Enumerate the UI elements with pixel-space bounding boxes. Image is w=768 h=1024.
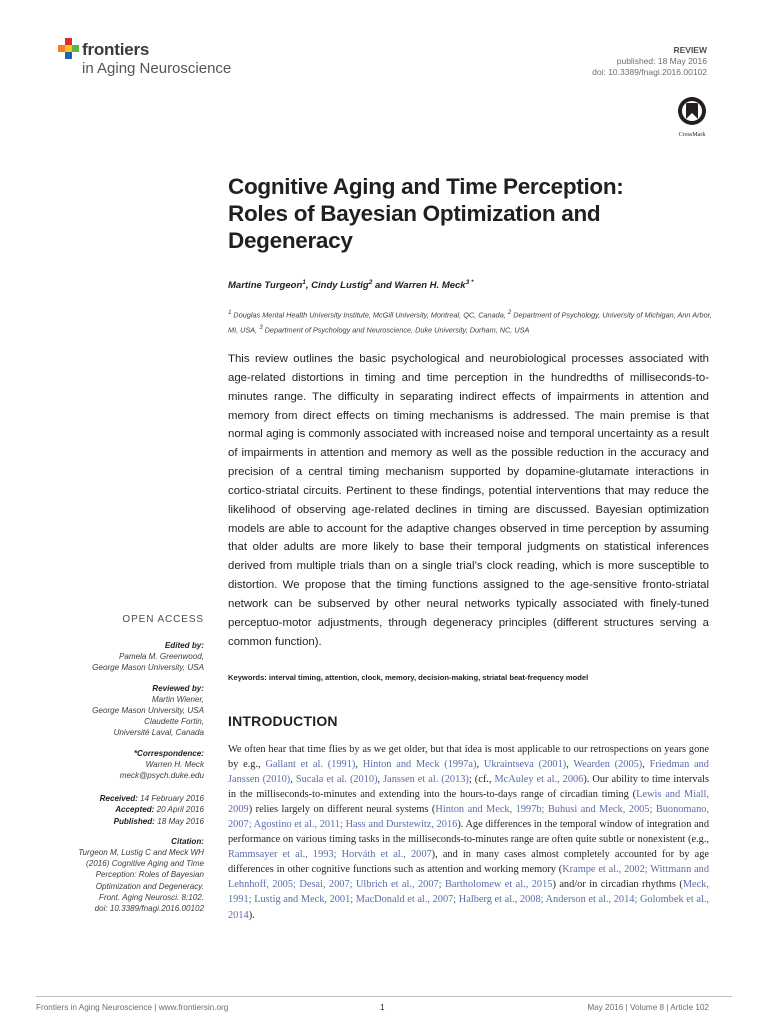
citation-link[interactable]: Ukraintseva (2001) (483, 759, 567, 771)
article-meta (592, 45, 707, 78)
citation-link[interactable]: Wearden (2005) (573, 759, 643, 771)
affiliation-mark: 2 (507, 309, 512, 316)
reviewer-line: Claudette Fortin, (144, 717, 204, 727)
body-text: ). (248, 909, 255, 921)
author-name[interactable]: Warren H. Meck (394, 280, 466, 292)
body-text: , (377, 774, 384, 786)
citation-line: Turgeon M, Lustig C and Meck WH (78, 848, 204, 858)
citation-link[interactable]: Lewis and Miall, 2009 (228, 789, 709, 816)
crossmark-badge[interactable] (675, 96, 709, 138)
author-affiliation-mark: 1 (302, 279, 306, 286)
correspondence-name: Warren H. Meck (145, 759, 204, 769)
body-text: , (290, 774, 296, 786)
citation-link[interactable]: Krampe et al., 2002; Wittmann and Lehnhoff, 2005; Desai, 2007; Ulbrich et al., 2007; Bartholomew et al., 2015 (228, 864, 709, 891)
author-affiliation-mark: 3 * (465, 279, 474, 286)
frontiers-logo-icon (58, 38, 80, 62)
page-number: 1 (380, 1003, 385, 1012)
journal-name: in Aging Neuroscience (82, 60, 232, 77)
editor-line: George Mason University, USA (92, 663, 204, 673)
citation-link[interactable]: McAuley et al., 2006 (494, 774, 584, 786)
citation-line: Front. Aging Neurosci. 8:102. (99, 892, 204, 902)
brand-name: frontiers (82, 40, 150, 59)
received-date (29, 793, 204, 804)
footer-journal[interactable]: Frontiers in Aging Neuroscience | www.frontiersin.org (36, 1003, 229, 1012)
accepted-label: Accepted: (115, 805, 155, 815)
citation-line: Optimization and Degeneracy. (95, 881, 204, 891)
body-text: , (476, 759, 484, 771)
crossmark-icon (677, 96, 707, 126)
correspondence-label: *Correspondence: (133, 748, 204, 758)
body-text: , (355, 759, 363, 771)
author-affiliation-mark: 2 (368, 279, 373, 286)
doi[interactable]: doi: 10.3389/fnagi.2016.00102 (592, 67, 707, 77)
citation-link[interactable]: Hinton and Meck (1997a) (362, 759, 477, 771)
body-text: ), and in many cases almost completely accounted for by age differences in other cognitive functions such as attention and working memory ( (228, 849, 710, 876)
author-name[interactable]: Cindy Lustig (311, 280, 369, 292)
citation-link[interactable]: Meck, 1991; Lustig and Meck, 2001; MacDonald et al., 2007; Halberg et al., 2008; Anderson et al., 2014; Golombek et al., 2014 (228, 879, 709, 921)
editor-line: Pamela M. Greenwood, (118, 652, 204, 662)
crossmark-label: CrossMark (678, 132, 706, 138)
citation-label: Citation: (171, 836, 204, 846)
accepted-value: 20 April 2016 (154, 805, 204, 815)
open-access-label: OPEN ACCESS (122, 614, 204, 625)
affiliations (228, 306, 713, 337)
section-heading-introduction: INTRODUCTION (228, 713, 338, 729)
body-text: ). Age differences in the temporal window of integration and performance on various timing tasks in the milliseconds-to-minutes range are often quite subtle or nonexistent (e.g., (228, 819, 710, 846)
citation-line: doi: 10.3389/fnagi.2016.00102 (94, 904, 204, 914)
published-date-side (29, 816, 204, 827)
article-info-sidebar (29, 640, 204, 914)
published-date: published: 18 May 2016 (616, 56, 707, 66)
affiliation-mark: 3 (259, 324, 263, 332)
introduction-body (228, 742, 709, 923)
footer-issue: May 2016 | Volume 8 | Article 102 (587, 1003, 709, 1012)
body-text: We often hear that time flies by as we get older, but that idea is most applicable to our retrospections on years gone by e.g., (228, 744, 709, 771)
body-text: , (566, 759, 574, 771)
footer-divider (36, 996, 732, 997)
author-list (228, 279, 474, 291)
affiliation-text: Department of Psychology, University of Michigan, Ann Arbor, MI, USA, (228, 310, 712, 335)
article-type: REVIEW (673, 45, 707, 55)
edited-by-label: Edited by: (164, 641, 204, 650)
citation-line: (2016) Cognitive Aging and Time (86, 859, 204, 869)
body-text: , (642, 759, 650, 771)
body-text: ) relies largely on different neural systems ( (248, 804, 436, 816)
citation-link[interactable]: Friedman and Janssen (2010) (228, 759, 709, 786)
citation-link[interactable]: Rammsayer et al., 1993; Horváth et al., 2007 (228, 849, 432, 861)
affiliation-mark: 1 (228, 309, 232, 316)
reviewer-line: Université Laval, Canada (113, 728, 204, 738)
body-text: ) and/or in circadian rhythms ( (552, 879, 683, 891)
author-separator: and (372, 280, 395, 292)
affiliation-text: Douglas Mental Health University Institute, McGill University, Montreal, QC, Canada, (231, 310, 508, 320)
citation-link[interactable]: Gallant et al. (1991) (265, 759, 356, 771)
citation-link[interactable]: Janssen et al. (2013) (383, 774, 469, 786)
body-text: ; (cf., (468, 774, 495, 786)
reviewed-by-label: Reviewed by: (152, 683, 204, 693)
reviewer-line: George Mason University, USA (92, 706, 204, 716)
author-separator: , (305, 280, 312, 292)
body-text: ). Our ability to time intervals in the milliseconds-to-minutes and extending into the hours-to-days range of circadian timing ( (228, 774, 710, 801)
received-label: Received: (99, 794, 138, 804)
correspondence-email[interactable]: meck@psych.duke.edu (119, 771, 204, 781)
published-value: 18 May 2016 (154, 816, 204, 826)
accepted-date (29, 804, 204, 815)
article-title: Cognitive Aging and Time Perception: Roles of Bayesian Optimization and Degeneracy (228, 174, 624, 253)
reviewer-line: Martin Wiener, (151, 694, 204, 704)
abstract: This review outlines the basic psychological and neurobiological processes associated with age-related distortions in timing and time perception in the hundredths of milliseconds-to-minutes range. The difficulty in separating indirect effects of impairments in attention and memory from direct effects on timing mechanisms is addressed. The main premise is that normal aging is commonly associated with increased noise and temporal uncertainty as a result of impairments in attention and memory as well as the possible reduction in the accuracy and precision of a central timing mechanism supported by dopamine-glutamate interactions in cortico-striatal circuits. Pertinent to these findings, potential interventions that may reduce the likelihood of observing age-related declines in timing are discussed. Bayesian optimization models are able to account for the adaptive changes observed in time perception by assuming that older adults are more likely to base their temporal judgments on statistical inferences derived from multiple trials than on a single trial’s clock reading, which is more susceptible to distortion. We propose that the timing functions assigned to the age-sensitive fronto-striatal network can be subserved by other neural networks typically associated with finely-tuned perceptuo-motor adjustments, through degeneracy principles (different structures serving a common function). (228, 353, 709, 648)
affiliation-text: Department of Psychology and Neuroscience, Duke University, Durham, NC, USA (262, 325, 530, 335)
keywords: Keywords: interval timing, attention, clock, memory, decision-making, striatal beat-frequency model (228, 673, 589, 682)
citation-line: Perception: Roles of Bayesian (95, 870, 204, 880)
author-name[interactable]: Martine Turgeon (228, 280, 303, 292)
citation-link[interactable]: Hinton and Meck, 1997b; Buhusi and Meck, 2005; Buonomano, 2007; Agostino et al., 2011; Hass and Durstewitz, 2016 (228, 804, 710, 831)
published-label: Published: (113, 816, 155, 826)
citation-link[interactable]: Sucala et al. (2010) (295, 774, 378, 786)
received-value: 14 February 2016 (137, 794, 204, 804)
